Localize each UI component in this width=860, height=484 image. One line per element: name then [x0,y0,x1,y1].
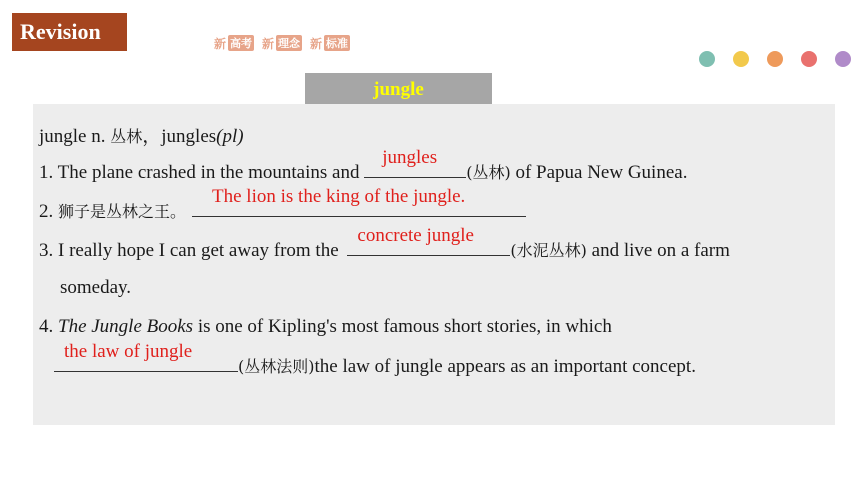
sentence-text: 4. [39,316,58,337]
dot-teal [699,51,715,67]
answer-blank[interactable] [192,186,526,217]
slogan-char: 新 [310,36,323,51]
sentence-text: and live on a farm [586,240,730,261]
definition-text: jungle n. [39,126,111,147]
sentence-cjk: (水泥丛林) [510,241,587,260]
slogan-box: 理念 [278,37,301,50]
answer-blank[interactable] [347,225,510,256]
sentence-text: of Papua New Guinea. [510,162,688,183]
dot-yellow [733,51,749,67]
slogan-char: 新 [214,36,227,51]
sentence-3 [39,225,730,262]
answer-text: jungles [382,147,438,168]
book-title: The Jungle Books [58,316,194,337]
answer-text: The lion is the king of the jungle. [212,186,466,207]
sentence-2 [39,186,526,223]
sentence-text: someday. [60,277,132,298]
answer-blank[interactable] [54,341,238,372]
sentence-3-continued [60,277,131,299]
dot-orange [767,51,783,67]
word-tab: jungle [305,73,492,104]
decorative-dots [699,51,851,67]
dot-red [801,51,817,67]
dot-purple [835,51,851,67]
definition-line [39,121,244,148]
sentence-text: is one of Kipling's most famous short stories, in which [193,316,612,337]
sentence-1 [39,147,688,184]
sentence-cjk: (丛林) [466,163,511,182]
definition-plural: ，jungles [142,126,217,147]
definition-cjk: 丛林 [110,127,143,146]
answer-text: concrete jungle [357,225,474,246]
sentence-cjk: 狮子是丛林之王。 [58,202,187,221]
slogan-char: 新 [262,36,275,51]
plural-mark: (pl) [216,126,244,147]
sentence-cjk: (丛林法则) [238,357,315,376]
sentence-text: the law of jungle appears as an important concept. [314,356,696,377]
sentence-4 [39,316,612,338]
revision-badge: Revision [12,13,127,51]
slogan-box: 标准 [326,37,349,50]
sentence-text: 1. The plane crashed in the mountains and [39,162,365,183]
answer-blank[interactable] [364,147,466,178]
slogan-box: 高考 [230,37,253,50]
answer-text: the law of jungle [64,341,193,362]
sentence-text: 3. I really hope I can get away from the [39,240,344,261]
sentence-text: 2. [39,201,58,222]
sentence-4-continued [54,341,696,378]
slogan [214,34,350,52]
